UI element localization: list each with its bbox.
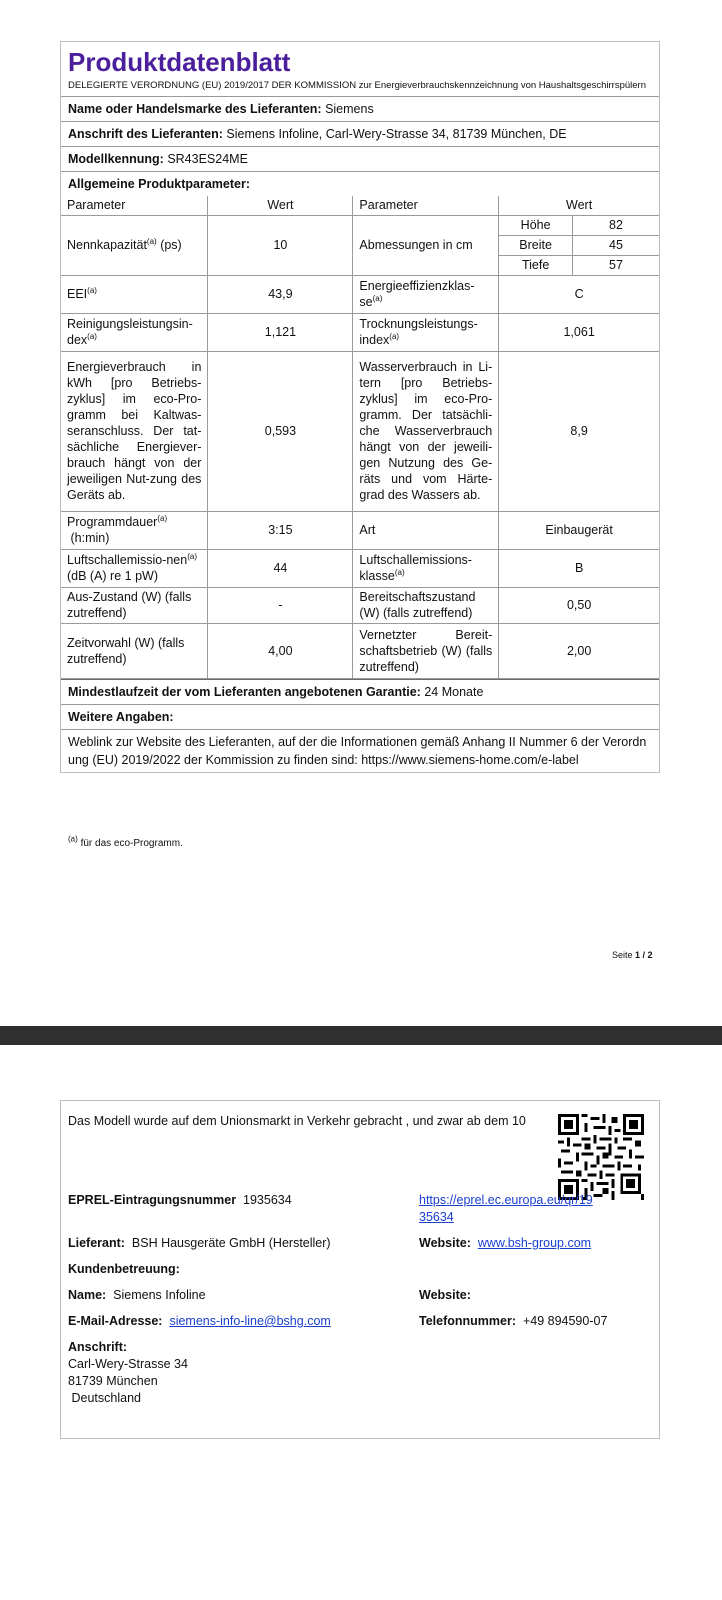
name-row <box>68 1287 206 1304</box>
name-value: Siemens Infoline <box>113 1288 206 1302</box>
supplier-label-2: Lieferant: <box>68 1236 125 1250</box>
table-header-row <box>61 196 659 215</box>
supplier-row <box>61 97 659 122</box>
drying-value: 1,061 <box>499 313 659 351</box>
phone-row <box>419 1313 607 1330</box>
eeclass-label: Energieeffizienzklas-$se^{(a)}$ <box>353 275 499 313</box>
eei-label: EEI$^{(a)}$ <box>61 275 208 313</box>
table-row <box>61 511 659 549</box>
height-label: Höhe <box>499 215 573 235</box>
eprel-label: EPREL-Eintragungsnummer <box>68 1193 237 1207</box>
water-label: Wasserverbrauch in Li-tern [pro Betriebs-zyklus] im eco-Pro-gramm. Der tatsächli-che Wasserverbrauch hängt von der jeweili-gen Nutzung des Ge-räts und vom Härte-grad des Wassers ab. <box>353 351 499 511</box>
warranty-label: Mindestlaufzeit der vom Lieferanten angebotenen Garantie: <box>68 684 421 699</box>
networked-value: 2,00 <box>499 623 659 678</box>
height-value: 82 <box>572 215 659 235</box>
capacity-value: 10 <box>208 215 353 275</box>
page-value: 1 / 2 <box>635 950 653 960</box>
depth-label: Tiefe <box>499 255 573 275</box>
noiseclass-label: Luftschallemissions-klasse$^{(a)}$ <box>353 549 499 587</box>
name-label: Name: <box>68 1288 107 1302</box>
weblink-row <box>61 730 659 772</box>
customer-service-heading: Kundenbetreuung: <box>68 1262 180 1276</box>
capacity-label: Nennkapazität$^{(a)}$ (ps) <box>61 215 208 275</box>
width-value: 45 <box>572 235 659 255</box>
parameter-table <box>61 196 659 679</box>
footnote-marker: (a) <box>68 834 78 844</box>
address-heading: Anschrift: <box>68 1340 128 1354</box>
market-date-text: Das Modell wurde auf dem Unionsmarkt in Verkehr gebracht , und zwar ab dem 10 <box>68 1114 526 1128</box>
model-label: Modellkennung: <box>68 152 164 166</box>
address-row <box>61 122 659 147</box>
website-label: Website: <box>419 1236 471 1250</box>
eprel-link-line2[interactable]: 35634 <box>419 1210 454 1224</box>
supplier-value: Siemens <box>325 102 374 116</box>
energy-label: Energieverbrauch in kWh [pro Betriebs-zyklus] im eco-Pro-gramm bei Kaltwas-seranschluss. Der tat-sächliche Energiever-brauch hängt von der jeweiligen Nut-zung des Geräts ab. <box>61 351 208 511</box>
eprel-link-line1[interactable]: https://eprel.ec.europa.eu/qr/19 <box>419 1193 593 1207</box>
duration-value: 3:15 <box>208 511 353 549</box>
page-number <box>612 950 653 960</box>
model-value: SR43ES24ME <box>167 152 248 166</box>
website-label-2: Website: <box>419 1288 471 1302</box>
supplier-value-2: BSH Hausgeräte GmbH (Hersteller) <box>131 1236 331 1250</box>
drying-label: Trocknungsleistungs-index$^{(a)}$ <box>353 313 499 351</box>
page-prefix: Seite <box>612 950 633 960</box>
type-value: Einbaugerät <box>499 511 659 549</box>
duration-label: Programmdauer$^{(a)}$ (h:min) <box>61 511 208 549</box>
address-value: Siemens Infoline, Carl-Wery-Strasse 34, 81739 München, DE <box>226 127 567 141</box>
address-line-2: 81739 München <box>68 1374 158 1388</box>
model-row <box>61 147 659 172</box>
eprel-value: 1935634 <box>243 1193 292 1207</box>
header-parameter-1: Parameter <box>61 196 208 215</box>
phone-value: +49 894590-07 <box>522 1314 608 1328</box>
water-value: 8,9 <box>499 351 659 511</box>
width-label: Breite <box>499 235 573 255</box>
table-row <box>61 275 659 313</box>
table-row <box>61 587 659 623</box>
weblink-text: Weblink zur Website des Lieferanten, auf der die Informationen gemäß Anhang II Nummer 6 der Verordnung (EU) 2019/2022 der Kommission zu finden sind: https://www.siemens-home.com/e-label <box>68 734 647 767</box>
datasheet-page-2 <box>60 1100 660 1439</box>
noiseclass-value: B <box>499 549 659 587</box>
title-block <box>61 42 659 97</box>
dimensions-label: Abmessungen in cm <box>353 215 499 275</box>
phone-label: Telefonnummer: <box>419 1314 516 1328</box>
general-params-label: Allgemeine Produktparameter: <box>68 177 250 191</box>
more-info-label: Weitere Angaben: <box>68 709 174 724</box>
address-line-1: Carl-Wery-Strasse 34 <box>68 1357 188 1371</box>
regulation-subtitle: DELEGIERTE VERORDNUNG (EU) 2019/2017 DER KOMMISSION zur Energieverbrauchskennzeichnung von Haushaltsgeschirrspülern <box>68 80 646 91</box>
page-title: Produktdatenblatt <box>68 47 291 77</box>
email-label: E-Mail-Adresse: <box>68 1314 163 1328</box>
warranty-value: 24 Monate <box>424 684 484 699</box>
eeclass-value: C <box>499 275 659 313</box>
supplier-label: Name oder Handelsmarke des Lieferanten: <box>68 102 322 116</box>
address-label: Anschrift des Lieferanten: <box>68 127 223 141</box>
networked-label: Vernetzter Bereit-schaftsbetrieb (W) (falls zutreffend) <box>353 623 499 678</box>
table-row <box>61 351 659 511</box>
table-row <box>61 623 659 678</box>
standby-value: 0,50 <box>499 587 659 623</box>
address-line-3: Deutschland <box>71 1391 141 1405</box>
off-label: Aus-Zustand (W) (falls zutreffend) <box>61 587 208 623</box>
eprel-link[interactable] <box>419 1192 593 1226</box>
depth-value: 57 <box>572 255 659 275</box>
off-value: - <box>208 587 353 623</box>
email-row <box>68 1313 331 1330</box>
website-link[interactable]: www.bsh-group.com <box>477 1236 592 1250</box>
energy-value: 0,593 <box>208 351 353 511</box>
datasheet-page-1 <box>60 41 660 773</box>
footnote <box>68 834 183 849</box>
qr-code-icon <box>558 1114 644 1200</box>
noise-value: 44 <box>208 549 353 587</box>
website-row <box>419 1235 591 1252</box>
general-params-row <box>61 172 659 196</box>
website-row-2 <box>419 1287 471 1304</box>
table-row <box>61 549 659 587</box>
warranty-row <box>61 679 659 705</box>
delay-value: 4,00 <box>208 623 353 678</box>
address-block <box>68 1339 188 1407</box>
header-value-1: Wert <box>208 196 353 215</box>
type-label: Art <box>353 511 499 549</box>
standby-label: Bereitschaftszustand (W) (falls zutreffend) <box>353 587 499 623</box>
footnote-text: für das eco-Programm. <box>80 838 183 849</box>
noise-label: Luftschallemissio-nen$^{(a)}$ (dB (A) re 1 pW) <box>61 549 208 587</box>
more-info-row <box>61 705 659 730</box>
table-row <box>61 313 659 351</box>
page-separator <box>0 1026 722 1045</box>
email-link[interactable]: siemens-info-line@bshg.com <box>169 1314 331 1328</box>
supplier-row-2 <box>68 1235 331 1252</box>
cleaning-value: 1,121 <box>208 313 353 351</box>
eei-value: 43,9 <box>208 275 353 313</box>
header-value-2: Wert <box>499 196 659 215</box>
table-row <box>61 215 659 235</box>
eprel-row <box>68 1192 292 1209</box>
delay-label: Zeitvorwahl (W) (falls zutreffend) <box>61 623 208 678</box>
header-parameter-2: Parameter <box>353 196 499 215</box>
cleaning-label: Reinigungsleistungsin-dex$^{(a)}$ <box>61 313 208 351</box>
